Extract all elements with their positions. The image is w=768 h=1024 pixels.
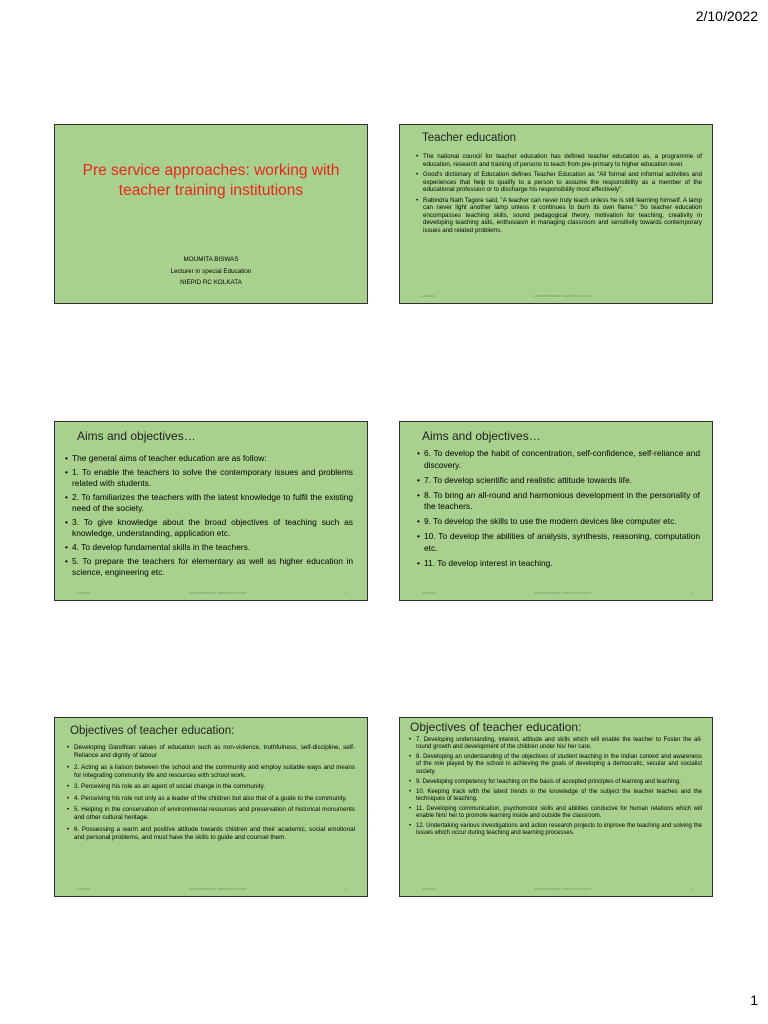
slide-objectives-1 xyxy=(54,717,368,897)
bullet-item: • 2. To familiarizes the teachers with the latest knowledge to fulfil the existing need of the society. xyxy=(65,492,353,514)
bullet-item: • 6. To develop the habit of concentration, self-confidence, self-reliance and discovery. xyxy=(417,448,700,471)
bullet-list xyxy=(416,153,702,237)
author-name: MOUMITA BISWAS xyxy=(183,256,239,263)
bullet-list xyxy=(67,744,355,845)
slide-heading: Teacher education xyxy=(422,132,516,144)
slide-footer-date: 2/10/2022 xyxy=(77,887,91,891)
bullet-item: • 4. Perceiving his role not only as a leader of the children but also that of a guide to the community. xyxy=(67,795,355,803)
author-role: Lecturer in special Education xyxy=(170,267,252,275)
bullet-item: • 4. To develop fundamental skills in the teachers. xyxy=(65,542,353,553)
slide-footer-author: MOUMITA BISWAS, NIEPID RC KOLKATA xyxy=(189,887,247,891)
bullet-item: • 2. Acting as a liaison between the school and the community and employ suitable ways and means for integrating community life and resources with school work. xyxy=(67,764,355,780)
slide-footer-date: 2/10/2022 xyxy=(422,591,436,595)
slide-footer xyxy=(422,886,692,892)
slide-title xyxy=(54,124,368,304)
bullet-item: • 1. To enable the teachers to solve the contemporary issues and problems related with students. xyxy=(65,467,353,489)
slide-footer-number: 3 xyxy=(345,591,347,595)
bullet-item: • 5. To prepare the teachers for elementary as well as higher education in science, engineering etc. xyxy=(65,556,353,578)
slide-footer xyxy=(422,590,692,596)
bullet-item: • 11. Developing communication, psychomotor skills and abilities conducive for human relations which will enable him/ her to promote learning inside and outside the classroom. xyxy=(409,806,702,820)
page-date: 2/10/2022 xyxy=(695,8,758,24)
bullet-item: • 10. Keeping track with the latest trends in the knowledge of the subject the teacher teaches and the techniques of teaching. xyxy=(409,789,702,803)
bullet-item: • Good's dictionary of Education defines Teacher Education as "All formal and informal activities and experiences that help to qualify to a person to assume the responsibility as a member of the educational profession or to discharge his responsibility most effectively". xyxy=(416,171,702,194)
slide-heading: Aims and objectives… xyxy=(77,429,196,443)
bullet-item: • 9. To develop the skills to use the modern devices like computer etc. xyxy=(417,516,700,528)
slide-footer-number: 5 xyxy=(345,887,347,891)
slide-footer-date: 2/10/2022 xyxy=(422,887,436,891)
bullet-item: • 5. Helping in the conservation of environmental resources and preservation of historical monuments and other cultural heritage. xyxy=(67,806,355,822)
slide-objectives-2 xyxy=(399,717,713,897)
bullet-list xyxy=(417,448,700,573)
bullet-item: • Developing Gandhian values of education such as non-violence, truthfulness, self-discipline, self-Reliance and dignity of labour xyxy=(67,744,355,760)
bullet-list xyxy=(65,453,353,581)
slide-heading: Objectives of teacher education: xyxy=(410,720,582,734)
bullet-item: • Rabindra Nath Tagore said, "A teacher can never truly teach unless he is still learning himself. A lamp can never light another lamp unless it continues to burn its own flame." So teacher education encompasses teaching skills, sound pedagogical theory, motivation for teaching, creativity in developing teaching aids, enthusiasm in managing classroom and sensitivity towards contemporary issues and related problems. xyxy=(416,197,702,235)
slide-footer-number: 4 xyxy=(690,591,692,595)
slide-heading: Objectives of teacher education: xyxy=(70,725,235,737)
slide-footer-author: MOUMITA BISWAS, NIEPID RC KOLKATA xyxy=(534,294,592,298)
slide-footer xyxy=(77,590,347,596)
author-block xyxy=(55,254,367,289)
bullet-item: • 8. To bring an all-round and harmonious development in the personality of the teachers. xyxy=(417,490,700,513)
slide-aims-2 xyxy=(399,421,713,601)
page-number: 1 xyxy=(750,992,758,1008)
bullet-item: • The general aims of teacher education are as follow: xyxy=(65,453,353,464)
slide-footer xyxy=(77,886,347,892)
slide-footer xyxy=(422,293,692,299)
bullet-item: • 7. To develop scientific and realistic attitude towards life. xyxy=(417,475,700,487)
bullet-item: • 3. Perceiving his role as an agent of social change in the community. xyxy=(67,783,355,791)
bullet-item: • 12. Undertaking various investigations and action research projects to improve the teaching and solving the issues which occur during teaching and learning processes. xyxy=(409,823,702,837)
slide-teacher-education xyxy=(399,124,713,304)
bullet-item: • 7. Developing understanding, interest, attitude and skills which will enable the teacher to Foster the all-round growth and development of the children under his/ her care. xyxy=(409,737,702,751)
presentation-title: Pre service approaches: working with teacher training institutions xyxy=(82,162,340,199)
slide-heading: Aims and objectives… xyxy=(422,429,541,443)
bullet-item: • 9. Developing competency for teaching on the basis of accepted principles of learning and teaching. xyxy=(409,779,702,786)
slide-footer-author: MOUMITA BISWAS, NIEPID RC KOLKATA xyxy=(534,887,592,891)
bullet-item: • 11. To develop interest in teaching. xyxy=(417,558,700,570)
bullet-item: • 6. Possessing a warm and positive attitude towards children and their academic, social emotional and personal problems, and must have the skills to guide and counsel them. xyxy=(67,826,355,842)
bullet-list xyxy=(409,737,702,840)
bullet-item: • 10. To develop the abilities of analysis, synthesis, reasoning, computation etc. xyxy=(417,531,700,554)
slide-aims-1 xyxy=(54,421,368,601)
slide-footer-number: 6 xyxy=(690,887,692,891)
bullet-item: • The national council for teacher education has defined teacher education as, a programme of education, research and training of persons to teach from pre-primary to higher education level. xyxy=(416,153,702,168)
slide-footer-date: 2/10/2022 xyxy=(77,591,91,595)
slide-footer-number: 2 xyxy=(690,294,692,298)
author-org: NIEPID RC KOLKATA xyxy=(180,279,242,286)
bullet-item: • 3. To give knowledge about the broad objectives of teaching such as knowledge, understanding, application etc. xyxy=(65,517,353,539)
slide-footer-author: MOUMITA BISWAS, NIEPID RC KOLKATA xyxy=(189,591,247,595)
bullet-item: • 8. Developing an understanding of the objectives of student teaching in the Indian context and awareness of the role played by the school in achieving the goals of developing a democratic, secular and socialist society. xyxy=(409,754,702,776)
slide-footer-author: MOUMITA BISWAS, NIEPID RC KOLKATA xyxy=(534,591,592,595)
slide-footer-date: 2/10/2022 xyxy=(422,294,436,298)
